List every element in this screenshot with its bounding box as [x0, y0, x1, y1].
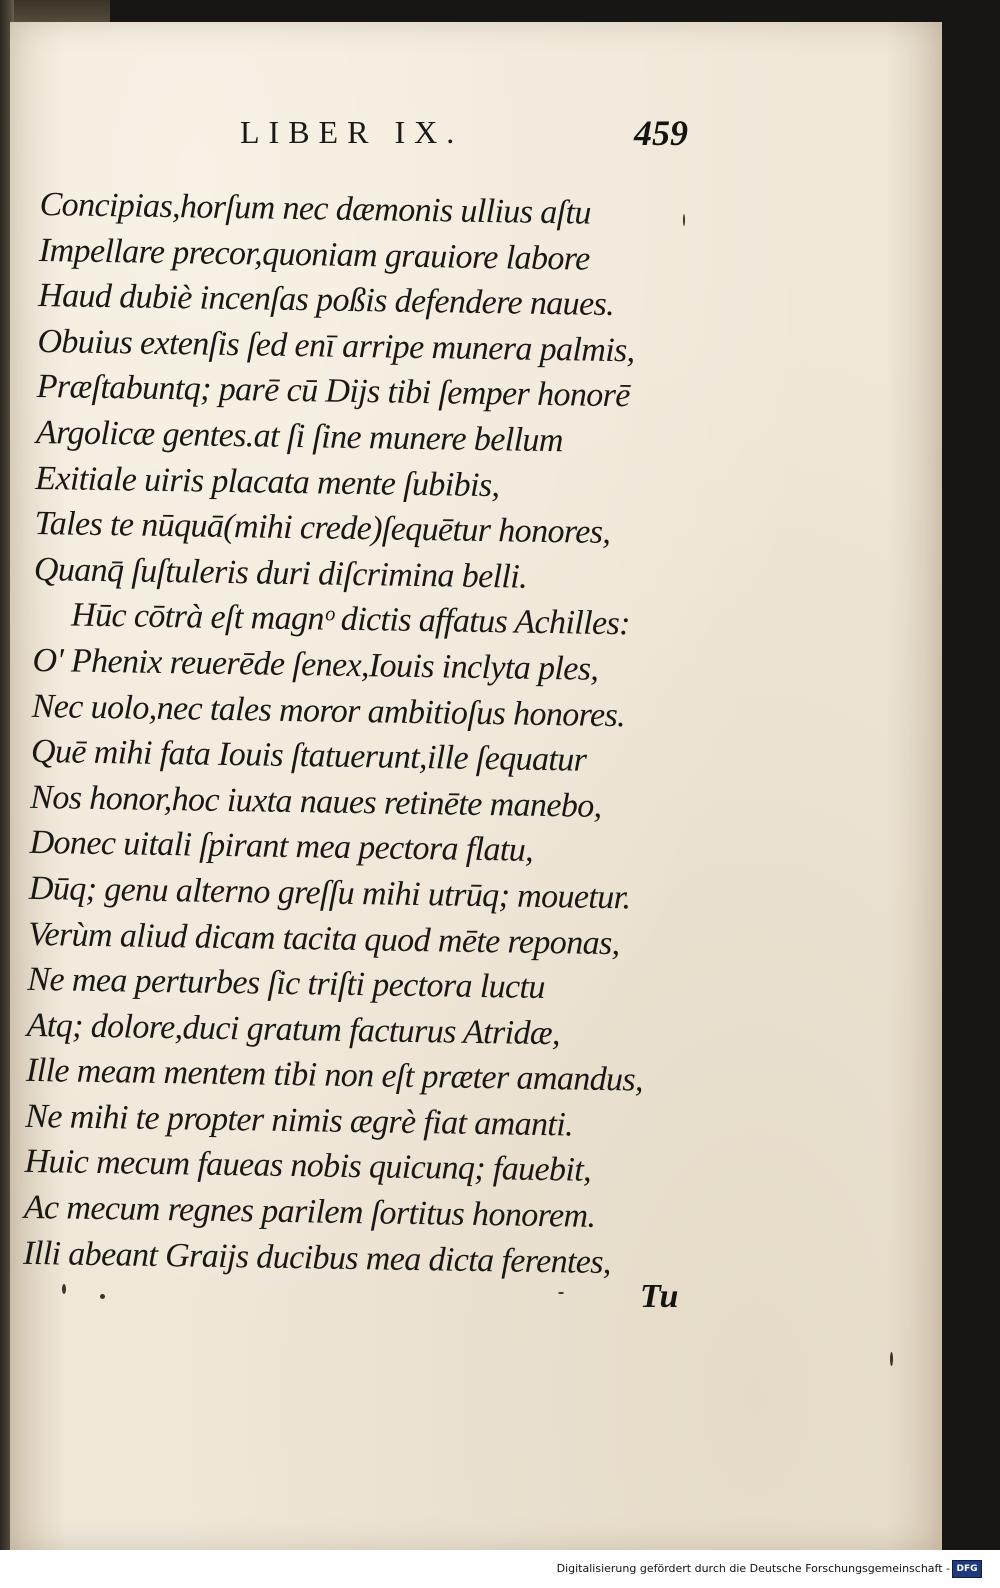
verse-line: Obuius extenſis ſed enī arripe munera palmis, [37, 322, 635, 370]
ink-speck [558, 1292, 564, 1294]
verse-line: Donec uitali ſpirant mea pectora flatu, [29, 824, 534, 870]
page-number: 459 [634, 113, 688, 153]
verse-line: O' Phenix reuerēde ſenex,Iouis inclyta ples, [32, 641, 599, 688]
page-header [10, 114, 942, 164]
verse-line: Nos honor,hoc iuxta naues retinēte manebo, [30, 778, 602, 825]
verse-line: Huic mecum faueas nobis quicunq; fauebit, [24, 1143, 592, 1190]
verse-line: Præſtabuntq; parē cū Dijs tibi ſemper honorē [36, 368, 631, 415]
digitization-footer [0, 1550, 1000, 1588]
ink-speck [890, 1352, 893, 1366]
ink-speck [683, 214, 685, 226]
verse-line: Quanq̄ ſuſtuleris duri diſcrimina belli. [33, 550, 528, 596]
ink-speck [100, 1294, 105, 1299]
verse-line: Impellare precor,quoniam grauiore labore [38, 231, 590, 278]
verse-line: Haud dubiè incenſas poßis defendere naues. [37, 277, 615, 324]
verse-line: Atq; dolore,duci gratum facturus Atridæ, [26, 1006, 561, 1052]
verse-line: Hūc cōtrà eſt magnᵒ dictis affatus Achilles: [70, 596, 631, 643]
verse-line: Ne mihi te propter nimis ægrè fiat amanti. [25, 1097, 574, 1144]
verse-line: Exitiale uiris placata mente ſubibis, [35, 459, 500, 504]
verse-line: Ille meam mentem tibi non eſt præter amandus, [25, 1052, 644, 1099]
verse-line: Concipias,horſum nec dæmonis ullius aſtu [39, 185, 592, 232]
running-head: LIBER IX. [240, 114, 464, 150]
verse-line: Ne mea perturbes ſic triſti pectora luctu [27, 960, 546, 1007]
verse-line: Nec uolo,nec tales moror ambitioſus honores. [31, 687, 626, 734]
verse-line: Ac mecum regnes parilem ſortitus honorem. [23, 1188, 596, 1235]
digitization-credit: Digitalisierung gefördert durch die Deutsche Forschungsgemeinschaft - [556, 1562, 950, 1575]
dfg-logo: DFG [952, 1560, 982, 1578]
ink-speck [62, 1284, 66, 1294]
verse-line: Quē mihi fata Iouis ſtatuerunt,ille ſequatur [30, 733, 587, 779]
verse-line: Dūq; genu alterno greſſu mihi utrūq; mouetur. [28, 869, 631, 917]
catchword: Tu [640, 1278, 679, 1315]
verse-line: Argolicæ gentes.at ſi ſine munere bellum [35, 413, 564, 460]
book-page [10, 22, 942, 1550]
verse-line: Illi abeant Graijs ducibus mea dicta ferentes, [22, 1234, 612, 1281]
verse-text [23, 182, 730, 1287]
verse-line: Verùm aliud dicam tacita quod mēte reponas, [27, 915, 620, 962]
verse-line: Tales te nūquā(mihi crede)ſequētur honores, [34, 505, 611, 552]
